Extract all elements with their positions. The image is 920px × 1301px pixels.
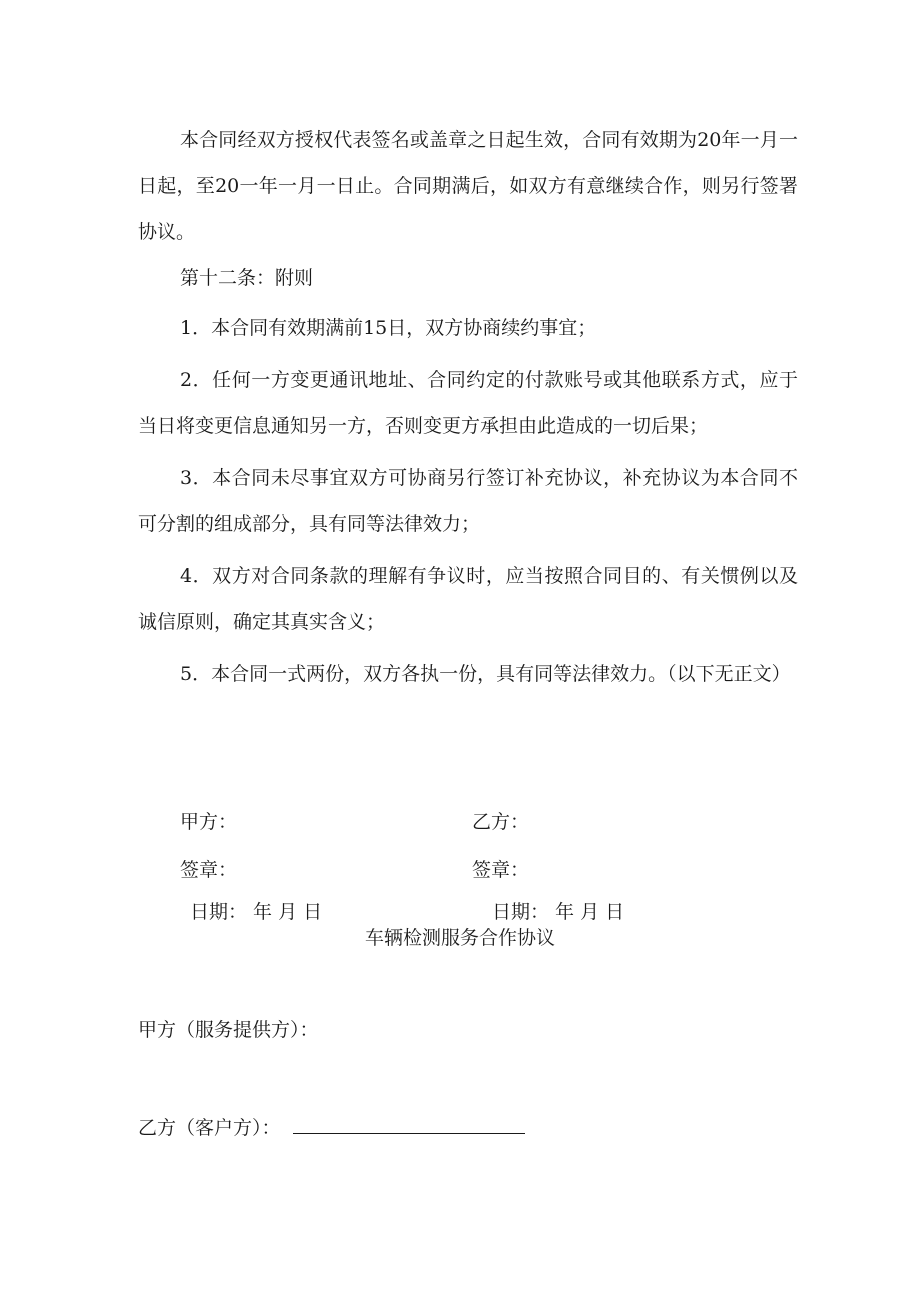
party-a-label: 甲方： <box>180 811 238 833</box>
next-document-title: 车辆检测服务合作协议 <box>364 927 555 949</box>
clause-4: 4．双方对合同条款的理解有争议时，应当按照合同目的、有关惯例以及诚信原则，确定其真实含义； <box>138 565 798 633</box>
party-b-blank-line <box>293 1115 525 1134</box>
seal-b-label: 签章： <box>472 859 530 881</box>
paragraph-validity: 本合同经双方授权代表签名或盖章之日起生效，合同有效期为20年一月一日起，至20一年一月一日止。合同期满后，如双方有意继续合作，则另行签署协议。 <box>138 129 798 243</box>
clause-3: 3．本合同未尽事宜双方可协商另行签订补充协议，补充协议为本合同不可分割的组成部分，具有同等法律效力； <box>138 467 798 535</box>
article-12-heading: 第十二条：附则 <box>180 267 314 289</box>
party-b-label: 乙方： <box>472 811 530 833</box>
date-a-label: 日期： 年 月 日 <box>190 901 323 923</box>
clause-5: 5．本合同一式两份，双方各执一份，具有同等法律效力。（以下无正文） <box>180 663 791 685</box>
clause-1: 1．本合同有效期满前15日，双方协商续约事宜； <box>180 317 597 339</box>
seal-a-label: 签章： <box>180 859 238 881</box>
next-party-b-line <box>138 1114 525 1142</box>
next-party-a-label: 甲方（服务提供方）： <box>138 1019 319 1041</box>
date-b-label: 日期： 年 月 日 <box>492 901 625 923</box>
next-party-b-label: 乙方（客户方）： <box>138 1117 281 1139</box>
clause-2: 2．任何一方变更通讯地址、合同约定的付款账号或其他联系方式，应于当日将变更信息通知另一方，否则变更方承担由此造成的一切后果； <box>138 369 798 437</box>
next-party-a-line <box>138 1016 319 1044</box>
